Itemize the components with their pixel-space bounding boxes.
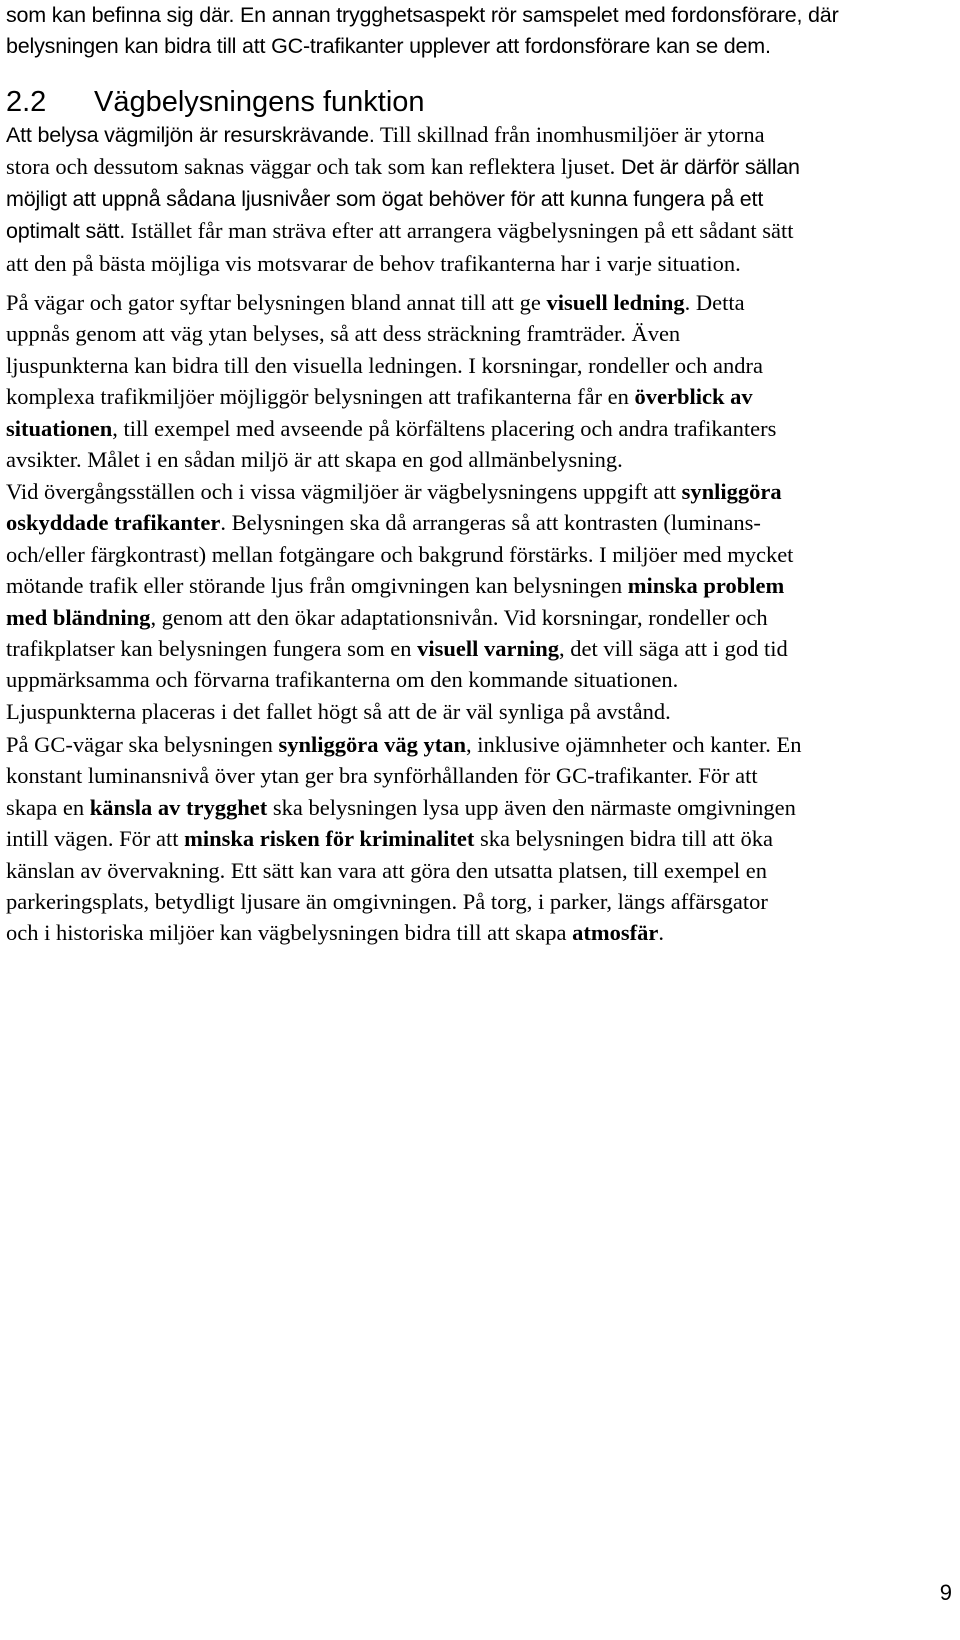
text-line — [6, 917, 802, 948]
text-span: ska belysningen bidra till att öka — [474, 826, 774, 852]
text-span: komplexa trafikmiljöer möjliggör belysningen att trafikanterna får en — [6, 384, 635, 410]
intro-paragraph — [6, 0, 839, 63]
text-line — [6, 476, 793, 507]
text-line: känslan av övervakning. Ett sätt kan vara att göra den utsatta platsen, till exempel en — [6, 857, 768, 883]
text-line — [6, 729, 802, 760]
text-line — [6, 215, 800, 247]
emphasis: synliggöra väg ytan — [278, 732, 466, 757]
text-line: avsikter. Målet i en sådan miljö är att skapa en god allmänbelysning. — [6, 447, 623, 473]
text-line: Ljuspunkterna placeras i det fallet högt så att de är väl synliga på avstånd. — [6, 698, 671, 724]
text-line: att den på bästa möjliga vis motsvarar de behov trafikanterna har i varje situation. — [6, 250, 741, 276]
text-line — [6, 602, 793, 633]
text-line: belysningen kan bidra till att GC-trafikanter upplever att fordonsförare kan se dem. — [6, 34, 771, 59]
text-line — [6, 413, 776, 444]
page-number: 9 — [939, 1580, 952, 1605]
text-line: uppmärksamma och förvarna trafikanterna om den kommande situationen. — [6, 667, 679, 693]
section-number: 2.2 — [6, 86, 47, 118]
text-span: Vid övergångsställen och i vissa vägmiljöer är vägbelysningens uppgift att — [6, 479, 682, 504]
emphasis: visuell ledning — [546, 290, 685, 315]
text-span: , det vill säga att i god tid — [559, 636, 788, 662]
text-line — [6, 381, 776, 412]
text-span: intill vägen. För att — [6, 826, 185, 852]
text-span: . Belysningen ska då arrangeras så att kontrasten (luminans- — [220, 510, 761, 536]
paragraph-visual-guidance — [6, 287, 776, 475]
text-span: , genom att den ökar adaptationsnivån. Vid korsningar, rondeller och — [150, 604, 768, 630]
text-span: Istället får man sträva efter att arrangera vägbelysningen på ett sådant sätt — [125, 218, 794, 244]
text-span: stora och dessutom saknas väggar och tak som kan reflektera ljuset. — [6, 154, 616, 180]
text-line — [6, 119, 800, 151]
text-line — [6, 792, 802, 823]
text-line — [6, 633, 793, 664]
emphasis: visuell varning — [417, 636, 560, 662]
emphasis: atmosfär — [572, 920, 659, 946]
emphasis: minska problem — [627, 573, 785, 599]
text-span: . — [658, 920, 664, 946]
emphasis: med bländning — [6, 604, 151, 630]
text-line — [6, 823, 802, 854]
text-line — [6, 287, 776, 318]
text-span: Till skillnad från inomhusmiljöer är ytorna — [374, 122, 765, 147]
text-span: skapa en — [6, 794, 90, 820]
text-span: optimalt sätt. — [6, 219, 126, 244]
text-span: mötande trafik eller störande ljus från omgivningen kan belysningen — [6, 573, 628, 599]
text-line — [6, 570, 793, 601]
paragraph-crossings — [6, 476, 793, 727]
text-span: Att belysa vägmiljön är resurskrävande. — [6, 123, 375, 147]
paragraph-resource — [6, 119, 800, 279]
text-span: På GC-vägar ska belysningen — [6, 732, 279, 757]
text-line — [6, 507, 793, 538]
text-span: På vägar och gator syftar belysningen bland annat till att ge — [6, 290, 547, 315]
text-span: . Detta — [684, 290, 745, 315]
text-span: Det är därför sällan — [615, 155, 800, 180]
emphasis: minska risken för kriminalitet — [184, 826, 475, 852]
section-title: Vägbelysningens funktion — [94, 86, 425, 118]
text-line: som kan befinna sig där. En annan trygghetsaspekt rör samspelet med fordonsförare, där — [6, 3, 839, 27]
emphasis: känsla av trygghet — [89, 794, 268, 820]
text-span: ska belysningen lysa upp även den närmaste omgivningen — [267, 794, 796, 820]
paragraph-gc-paths — [6, 729, 802, 949]
text-line — [6, 151, 800, 183]
section-heading — [6, 84, 425, 120]
text-line: parkeringsplats, betydligt ljusare än omgivningen. På torg, i parker, längs affärsgator — [6, 889, 768, 915]
text-span: och i historiska miljöer kan vägbelysningen bidra till att skapa — [6, 920, 573, 946]
text-line: ljuspunkterna kan bidra till den visuella ledningen. I korsningar, rondeller och andra — [6, 352, 764, 378]
emphasis: situationen — [6, 415, 113, 441]
text-line: konstant luminansnivå över ytan ger bra synförhållanden för GC-trafikanter. För att — [6, 763, 758, 789]
text-span: , inklusive ojämnheter och kanter. En — [465, 732, 802, 757]
text-line: möjligt att uppnå sådana ljusnivåer som ögat behöver för att kunna fungera på ett — [6, 186, 764, 211]
text-span: trafikplatser kan belysningen fungera som en — [6, 636, 418, 662]
emphasis: oskyddade trafikanter — [6, 510, 221, 536]
emphasis: synliggöra — [681, 479, 782, 504]
text-span: , till exempel med avseende på körfältens placering och andra trafikanters — [112, 415, 777, 441]
text-line: uppnås genom att väg ytan belyses, så att dess sträckning framträder. Även — [6, 321, 681, 347]
text-line: och/eller färgkontrast) mellan fotgängare och bakgrund förstärks. I miljöer med mycket — [6, 541, 794, 567]
emphasis: överblick av — [634, 384, 753, 410]
